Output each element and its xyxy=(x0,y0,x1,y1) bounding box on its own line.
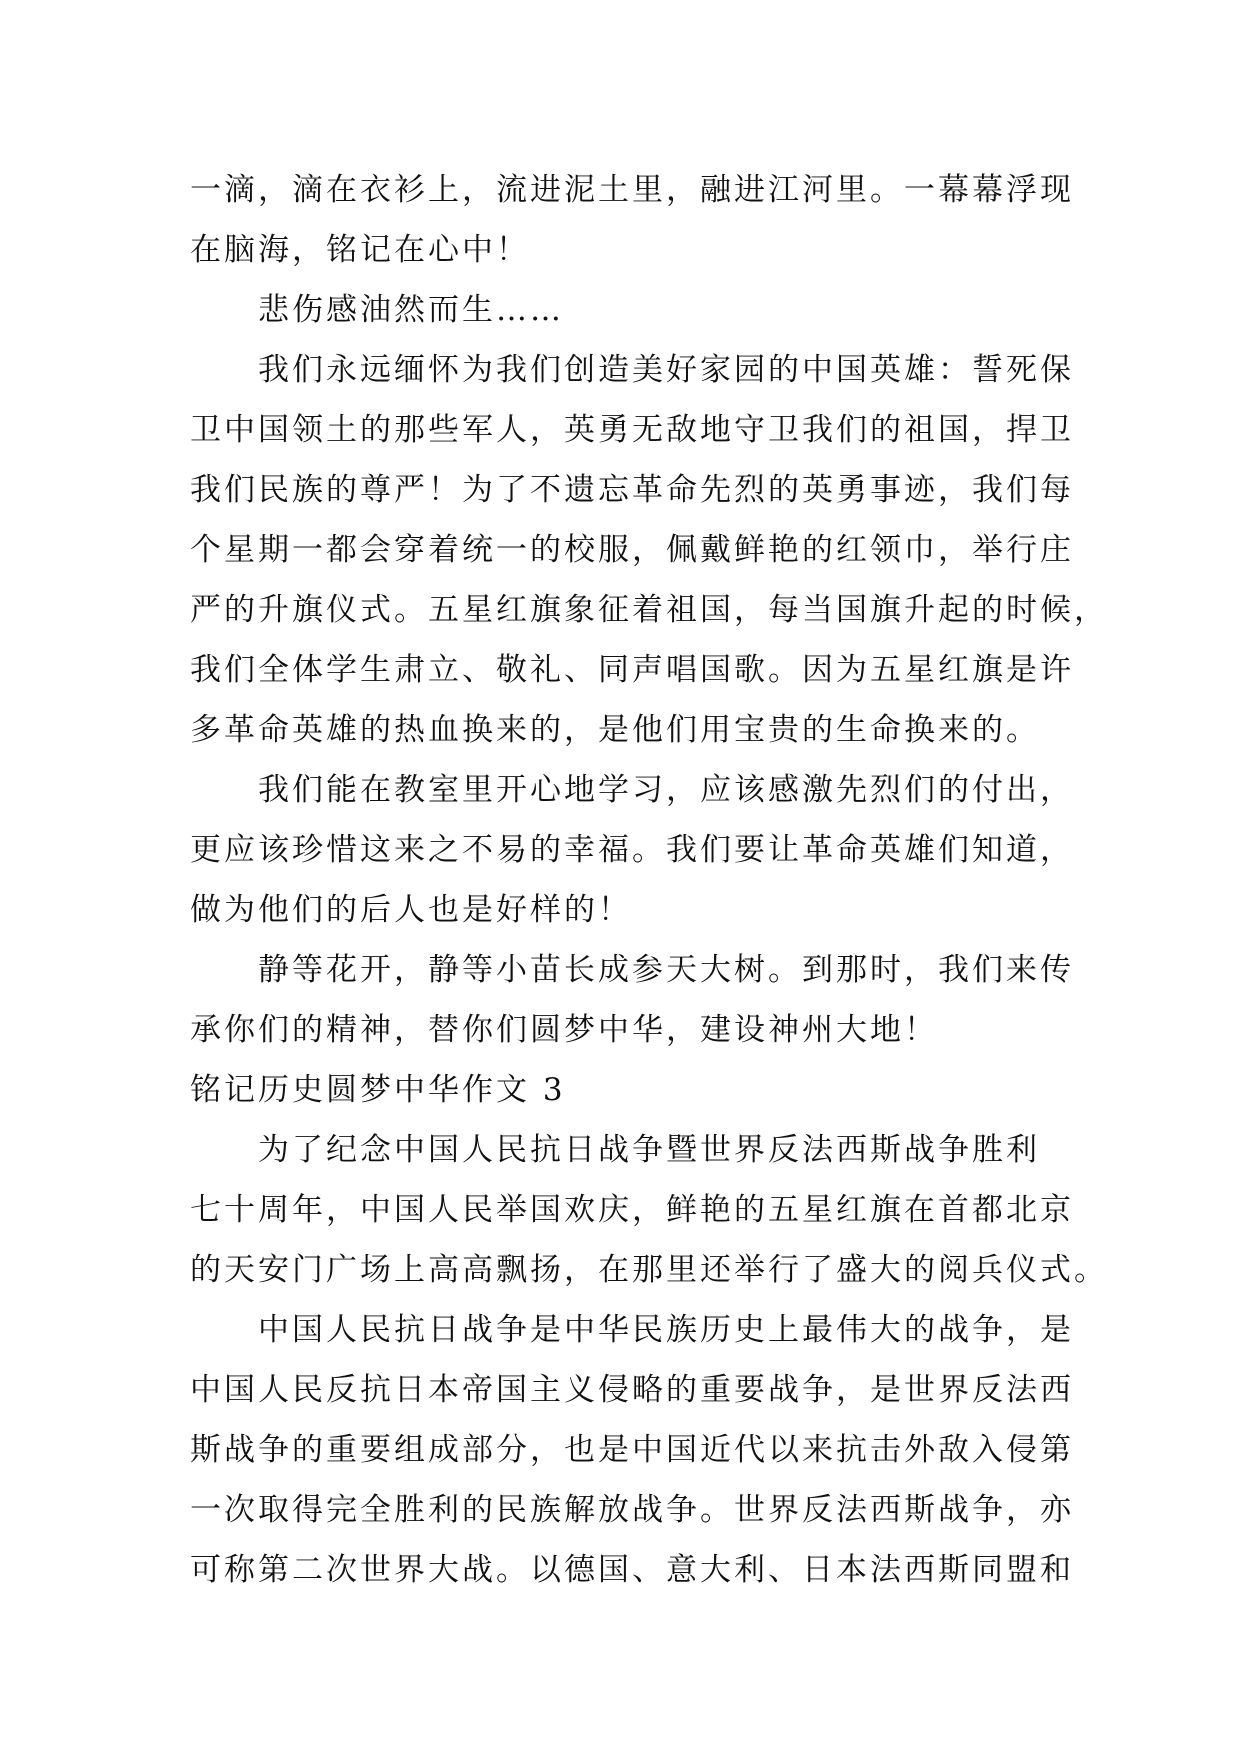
text-line: 悲伤感油然而生…… xyxy=(258,292,564,328)
text-line: 承你们的精神，替你们圆梦中华，建设神州大地！ xyxy=(190,1012,938,1048)
text-line: 我们永远缅怀为我们创造美好家园的中国英雄：誓死保 xyxy=(258,352,1074,388)
section-heading: 铭记历史圆梦中华作文 3 xyxy=(190,1072,566,1108)
text-line: 可称第二次世界大战。以德国、意大利、日本法西斯同盟和 xyxy=(190,1552,1074,1588)
text-line: 个星期一都会穿着统一的校服，佩戴鲜艳的红领巾，举行庄 xyxy=(190,532,1074,568)
text-line: 一次取得完全胜利的民族解放战争。世界反法西斯战争，亦 xyxy=(190,1492,1074,1528)
text-line: 的天安门广场上高高飘扬，在那里还举行了盛大的阅兵仪式。 xyxy=(190,1252,1108,1288)
text-line: 做为他们的后人也是好样的！ xyxy=(190,892,632,928)
text-line: 一滴，滴在衣衫上，流进泥土里，融进江河里。一幕幕浮现 xyxy=(190,172,1074,208)
text-line: 中国人民抗日战争是中华民族历史上最伟大的战争，是 xyxy=(258,1312,1074,1348)
text-line: 七十周年，中国人民举国欢庆，鲜艳的五星红旗在首都北京 xyxy=(190,1192,1074,1228)
text-line: 卫中国领土的那些军人，英勇无敌地守卫我们的祖国，捍卫 xyxy=(190,412,1074,448)
text-line: 我们民族的尊严！为了不遗忘革命先烈的英勇事迹，我们每 xyxy=(190,472,1074,508)
text-line: 在脑海，铭记在心中！ xyxy=(190,232,530,268)
text-line: 为了纪念中国人民抗日战争暨世界反法西斯战争胜利 xyxy=(258,1132,1040,1168)
text-line: 我们能在教室里开心地学习，应该感激先烈们的付出， xyxy=(258,772,1074,808)
text-line: 静等花开，静等小苗长成参天大树。到那时，我们来传 xyxy=(258,952,1074,988)
text-line: 严的升旗仪式。五星红旗象征着祖国，每当国旗升起的时候， xyxy=(190,592,1108,628)
text-line: 中国人民反抗日本帝国主义侵略的重要战争，是世界反法西 xyxy=(190,1372,1074,1408)
document-body xyxy=(190,160,1108,1600)
text-line: 多革命英雄的热血换来的，是他们用宝贵的生命换来的。 xyxy=(190,712,1040,748)
text-line: 斯战争的重要组成部分，也是中国近代以来抗击外敌入侵第 xyxy=(190,1432,1074,1468)
text-line: 我们全体学生肃立、敬礼、同声唱国歌。因为五星红旗是许 xyxy=(190,652,1074,688)
text-line: 更应该珍惜这来之不易的幸福。我们要让革命英雄们知道， xyxy=(190,832,1074,868)
